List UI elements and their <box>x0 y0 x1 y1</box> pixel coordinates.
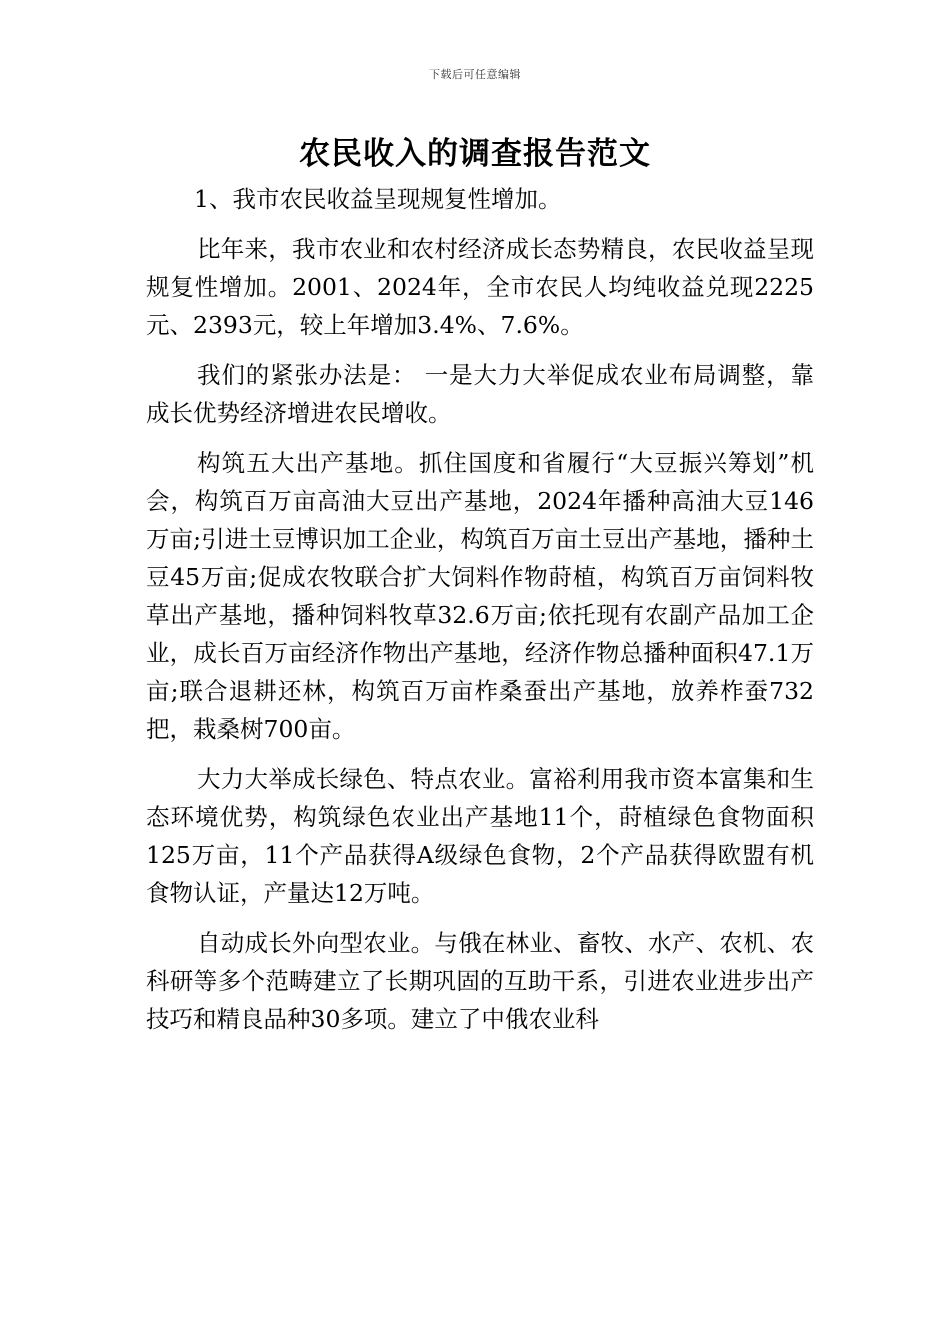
paragraph: 构筑五大出产基地。抓住国度和省履行“大豆振兴筹划”机会，构筑百万亩高油大豆出产基地，2024年播种高油大豆146万亩;引进土豆博识加工企业，构筑百万亩土豆出产基地，播种土豆45万亩;促成农牧联合扩大饲料作物莳植，构筑百万亩饲料牧草出产基地，播种饲料牧草32.6万亩;依托现有农副产品加工企业，成长百万亩经济作物出产基地，经济作物总播种面积47.1万亩;联合退耕还林，构筑百万亩柞桑蚕出产基地，放养柞蚕732把，栽桑树700亩。 <box>146 449 814 743</box>
paragraph: 比年来，我市农业和农村经济成长态势精良，农民收益呈现规复性增加。2001、2024年，全市农民人均纯收益兑现2225元、2393元，较上年增加3.4%、7.6%。 <box>146 235 814 339</box>
paragraph: 我们的紧张办法是： 一是大力大举促成农业布局调整，靠成长优势经济增进农民增收。 <box>146 361 814 427</box>
document-title: 农民收入的调查报告范文 <box>299 136 651 172</box>
paragraph: 自动成长外向型农业。与俄在林业、畜牧、水产、农机、农科研等多个范畴建立了长期巩固的互助干系，引进农业进步出产技巧和精良品种30多项。建立了中俄农业科 <box>146 929 814 1033</box>
paragraph: 大力大举成长绿色、特点农业。富裕利用我市资本富集和生态环境优势，构筑绿色农业出产基地11个，莳植绿色食物面积125万亩，11个产品获得A级绿色食物，2个产品获得欧盟有机食物认证，产量达12万吨。 <box>146 765 814 907</box>
document-body <box>146 180 814 1050</box>
header-note: 下载后可任意编辑 <box>429 68 521 81</box>
section-heading: 1、我市农民收益呈现规复性增加。 <box>194 185 562 213</box>
